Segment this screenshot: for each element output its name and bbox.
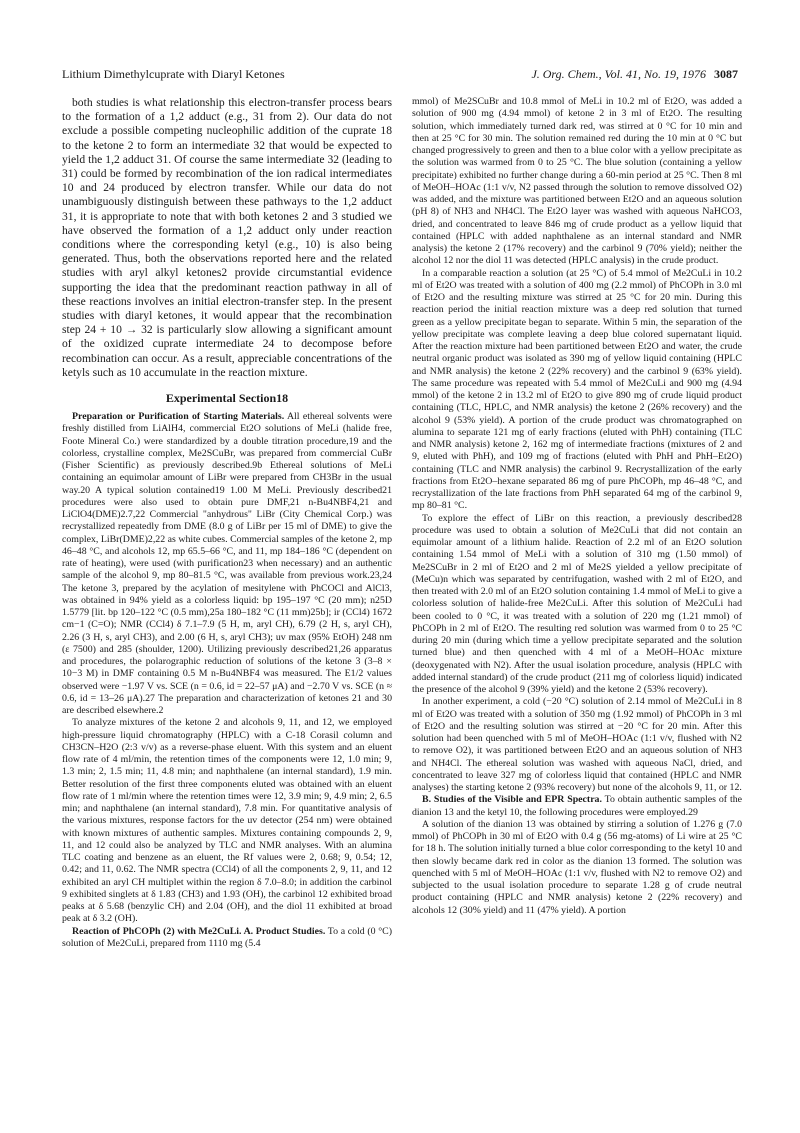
paragraph-text: All ethereal solvents were freshly distilled from LiAlH4, commercial Et2O solutions of MeLi (halide free, Foote Mineral Co.) were standardized by a double titration procedure,19 and the colorless, crystalline complex, Me2SCuBr, was prepared from commercial CuBr (Fisher Scientific) as previously described.9b Ethereal solutions of MeLi containing an equimolar amount of LiBr were prepared from CH3Br in the usual way.20 A typical solution contained19 1.00 M MeLi. Previously described21 procedures were also used to obtain pure DMF,21 n-Bu4NBF4,21 and LiClO4(DME)2.7,22 Commercial "anhydrous" LiBr (City Chemical Corp.) was recrystallized repeatedly from DME (8.0 g of LiBr per 15 ml of DME) to give the complex, LiBr(DME)2,22 as white cubes. Commercial samples of the ketone 2, mp 46–48 °C, and alcohols 12, mp 65.5–66 °C, and 11, mp 184–186 °C (dependent on rate of heating), were used (with purification23 when necessary) and an authentic sample of the alcohol 9, mp 80–81.5 °C, was available from previous work.23,24 The ketone 3, prepared by the acylation of mesitylene with PhCOCl and AlCl3, was obtained in 94% yield as a colorless liquid: bp 195–197 °C (20 mm); n25D 1.5779 [lit. bp 120–122 °C (0.5 mm),25a 180–182 °C (11 mm)25b]; ir (CCl4) 1672 cm−1 (C=O); NMR (CCl4) δ 7.1–7.9 (5 H, m, aryl CH), 6.79 (2 H, s, aryl CH), 2.26 (3 H, s, aryl CH3), and 2.00 (6 H, s, aryl CH3); uv max (95% EtOH) 248 nm (ε 7500) and 285 (shoulder, 1200). Utilizing previously described21,26 apparatus and procedures, the polarographic reduction of solutions of the ketone 3 (3–8 × 10−3 M) in DMF containing 0.5 M n-Bu4NBF4 was measured. The E1/2 values observed were −1.97 V vs. SCE (n = 0.6, id = 22–57 μA) and −2.70 V vs. SCE (n ≈ 0.6, id = 13–26 μA).27 The preparation and characterization of ketones 21 and 30 are described elsewhere.2 [62, 411, 392, 717]
body-paragraph: To analyze mixtures of the ketone 2 and alcohols 9, 11, and 12, we employed high-pressure liquid chromatography (HPLC) with a C-18 Corasil column and CH3CN–H2O (2:3 v/v) as a reverse-phase eluent. With this system and an eluent flow rate of 4 ml/min, the retention times of the components were 12, 1.0 min; 9, 1.3 min; 2, 1.5 min; 11, 4.8 min; and naphthalene (an internal standard), 1.9 min. Better resolution of the first three components eluted was obtained with an eluent flow rate of 1 ml/min where the retention times were 12, 3.9 min; 9, 4.9 min; 2, 6.5 min; and naphthalene (an internal standard), 7.8 min. For quantitative analysis of the various mixtures, response factors for the uv detector (254 nm) were obtained with known mixtures of authentic samples. Mixtures containing compounds 2, 9, 11, and 12 could also be analyzed by TLC and NMR analyses. With an alumina TLC coating and benzene as an eluent, the Rf values were 2, 0.68; 9, 0.54; 12, 0.42; and 11, 0.62. The NMR spectra (CCl4) of all the components 2, 9, 11, and 12 exhibited an aryl CH multiplet within the region δ 7.0–8.0; in addition the carbinol 9 exhibited singlets at δ 1.83 (CH3) and 1.93 (OH), the carbinol 12 exhibited broad peaks at δ 5.68 (benzylic CH) and 2.04 (OH), and the diol 11 exhibited at broad peak at δ 3.2 (OH). [62, 717, 392, 925]
journal-name: J. Org. Chem., Vol. 41, No. 19, 1976 [531, 67, 706, 81]
body-paragraph [412, 794, 742, 819]
body-paragraph: In another experiment, a cold (−20 °C) solution of 2.14 mmol of Me2CuLi in 8 ml of Et2O was treated with a solution of 350 mg (1.92 mmol) of PhCOPh in 3 ml of Et2O and the resulting solution was stirred at −20 °C for 20 min. After this solution had been quenched with 5 ml of MeOH–HOAc (1:1 v/v, flushed with N2 to remove O2), it was partitioned between Et2O and an aqueous solution of NH3 and NH4Cl. The ethereal solution was washed with aqueous NaCl, dried, and concentrated to leave 327 mg of colorless liquid that contained (HPLC and NMR analyses) the starting ketone 2 (93% recovery) but none of the alcohols 9, 11, or 12. [412, 696, 742, 793]
body-paragraph: To explore the effect of LiBr on this reaction, a previously described28 procedure was used to obtain a solution of Me2CuLi that did not contain an equimolar amount of a lithium halide. Reaction of 2.2 ml of an Et2O solution containing 1.54 mmol of MeLi with a solution of 310 mg (1.50 mmol) of Me2SCuBr in 2 ml of Et2O and 2 ml of Me2S yielded a yellow precipitate of (MeCu)n which was separated by centrifugation, washed with 2 ml of Et2O, and then treated with 2.0 ml of an Et2O solution containing 1.4 mmol of MeLi to give a colorless solution of halide-free Me2CuLi. After this solution of Me2CuLi had been cooled to 0 °C, it was treated with a solution of 220 mg (1.21 mmol) of PhCOPh in 2 ml of Et2O. The resulting red solution was warmed from 0 to 25 °C during 20 min (during which time a yellow precipitate separated and the solution turned blue) and then quenched with 4 ml of a MeOH–HOAc mixture (deoxygenated with N2). After the usual isolation procedure, analysis (HPLC with added internal standard) of the crude product (211 mg of colorless liquid) indicated the presence of the alcohol 9 (39% yield) and the ketone 2 (53% recovery). [412, 512, 742, 695]
body-paragraph: A solution of the dianion 13 was obtained by stirring a solution of 1.276 g (7.0 mmol) of PhCOPh in 30 ml of Et2O with 0.4 g (56 mg-atoms) of Li wire at 25 °C for 18 h. The solution initially turned a blue color corresponding to the ketyl 10 and then slowly became dark red in color as the dianion 13 formed. The solution was quenched with 5 ml of MeOH–HOAc (1:1 v/v, flushed with N2 to remove O2) and subjected to the usual isolation procedure to separate 1.28 g of crude neutral product containing (HPLC and NMR analysis) ketone 2 (22% recovery) and alcohols 12 (30% yield) and 11 (47% yield). A portion [412, 818, 742, 916]
discussion-paragraph: both studies is what relationship this electron-transfer process bears to the formation of a 1,2 adduct (e.g., 31 from 2). Our data do not exclude a possible competing nucleophilic addition of the cuprate 18 to the ketone 2 to form an intermediate 32 that would be expected to yield the 1,2 adduct 31. Of course the same intermediate 32 (leading to 31) could be formed by recombination of the ion radical intermediates 10 and 24 produced by electron transfer. While our data do not unambiguously distinguish between these pathways to the 1,2 adduct 31, it is appropriate to note that with both ketones 2 and 3 studied we have observed the formation of a 1,2 adduct only under reaction conditions where the corresponding ketyl (e.g., 10) is also being generated. Thus, both the observations reported here and the related studies with aryl alkyl ketones2 provide circumstantial evidence supporting the idea that the predominant reaction pathway in all of these reactions involves an initial electron-transfer step. In the present studies with diaryl ketones, it would appear that the recombination step 24 + 10 → 32 is particularly slow allowing a significant amount of the oxidized cuprate intermediate 24 to decompose before recombination can occur. As a result, appreciable concentrations of the ketyls such as 10 accumulate in the reaction mixture. [62, 96, 392, 379]
left-column [62, 96, 392, 950]
body-paragraph: mmol) of Me2SCuBr and 10.8 mmol of MeLi in 10.2 ml of Et2O, was added a solution of 900 mg (4.94 mmol) of ketone 2 in 3 ml of Et2O. The resulting solution, which immediately turned dark red, was stirred at 0 °C for 10 min and then at 25 °C for 30 min. The solution remained red during the 10 min at 0 °C but changed progressively to green and then to a blue color with a yellow precipitate as the solution was warmed from 0 to 25 °C. The blue solution (containing a yellow precipitate) exhibited no further change during a 60-min period at 25 °C. Then 8 ml of MeOH–HOAc (1:1 v/v, N2 passed through the solution to remove dissolved O2) was added, and the mixture was partitioned between Et2O and an aqueous solution (pH 8) of NH3 and NH4Cl. The Et2O layer was washed with aqueous NaHCO3, dried, and concentrated to leave 846 mg of crude product as a yellow liquid that contained (HPLC with added naphthalene as an internal standard and NMR analysis) the ketone 2 (17% recovery) and the carbinol 9 (70% yield); neither the alcohol 12 nor the diol 11 was detected (HPLC analysis) in the crude product. [412, 96, 742, 267]
body-paragraph [62, 926, 392, 951]
section-title: Experimental Section18 [165, 391, 289, 406]
running-title: Lithium Dimethylcuprate with Diaryl Ketones [62, 67, 285, 81]
page-number: 3087 [714, 67, 738, 81]
right-column [412, 96, 742, 917]
body-paragraph: In a comparable reaction a solution (at 25 °C) of 5.4 mmol of Me2CuLi in 10.2 ml of Et2O was treated with a solution of 400 mg (2.2 mmol) of PhCOPh in 3.0 ml of Et2O and the resulting mixture was stirred at 25 °C for 20 min. During this reaction period the initial reaction mixture was a deep red solution that turned green as a yellow precipitate began to separate. Within 5 min, the separation of the yellow precipitate was complete leaving a deep blue colored supernatant liquid. After the reaction mixture had been partitioned between Et2O and water, the crude neutral organic product was isolated as 390 mg of yellow liquid containing (HPLC and NMR analysis) the ketone 2 (22% recovery) and the carbinol 9 (63% yield). The same procedure was repeated with 5.4 mmol of Me2CuLi and 900 mg (4.94 mmol) of the ketone 2 in 13.2 ml of Et2O to give 890 mg of crude liquid product containing (TLC, HPLC, and NMR analysis) the ketone 2 (26% recovery) and the alcohol 9 (53% yield). A portion of the crude product was chromatographed on alumina to separate 121 mg of early fractions (eluted with PhH) containing (TLC and NMR analysis) ketone 2, 162 mg of intermediate fractions (mixtures of 2 and 9, eluted with PhH), and 109 mg of fractions (eluted with PhH and PhH–Et2O) containing (TLC and NMR analysis) the carbinol 9. Recrystallization of the early fractions from Et2O–hexane separated 86 mg of pure PhCOPh, mp 46–48 °C, and recrystallization of the late fractions from PhH separated 64 mg of the carbinol 9, mp 80–81 °C. [412, 267, 742, 512]
subsection-heading: Preparation or Purification of Starting Materials. [72, 411, 285, 423]
page-header [62, 66, 738, 82]
body-paragraph [62, 411, 392, 717]
paragraph-text: To obtain authentic samples of the dianion 13 and the ketyl 10, the following procedures were employed.29 [412, 794, 742, 818]
journal-citation [531, 66, 738, 82]
subsection-heading: Reaction of PhCOPh (2) with Me2CuLi. A. Product Studies. [72, 925, 326, 937]
subsection-heading: B. Studies of the Visible and EPR Spectra. [422, 794, 602, 806]
paragraph-text: To a cold (0 °C) solution of Me2CuLi, prepared from 1110 mg (5.4 [62, 925, 393, 949]
